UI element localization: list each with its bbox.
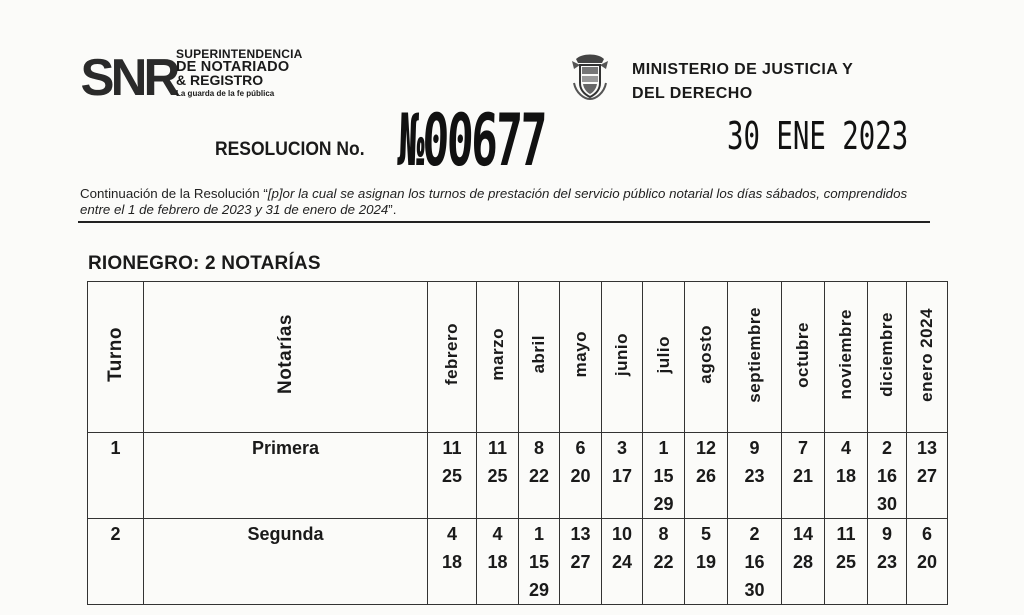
- resolution-label: RESOLUCION No.: [215, 139, 365, 160]
- date-cell: 11 25: [477, 433, 519, 519]
- date-cell: 8 22: [643, 519, 685, 605]
- date-cell: 2 16 30: [728, 519, 782, 605]
- resolution-date-stamp: 30 ENE 2023: [727, 114, 909, 158]
- section-title: RIONEGRO: 2 NOTARÍAS: [88, 253, 321, 274]
- date-cell: 2 16 30: [868, 433, 907, 519]
- continuation-text: [80, 186, 940, 218]
- month-header: noviembre: [825, 282, 868, 433]
- month-header: septiembre: [728, 282, 782, 433]
- header-divider: [78, 221, 930, 223]
- date-cell: 6 20: [560, 433, 602, 519]
- date-cell: 13 27: [560, 519, 602, 605]
- date-cell: 8 22: [519, 433, 560, 519]
- date-cell: 11 25: [428, 433, 477, 519]
- continuation-suffix: ”.: [388, 202, 397, 217]
- ministry-line-2: DEL DERECHO: [632, 85, 753, 102]
- ministry-name: [632, 58, 853, 106]
- ministry-line-1: MINISTERIO DE JUSTICIA Y: [632, 61, 854, 78]
- month-header: marzo: [477, 282, 519, 433]
- turnos-table: [87, 281, 948, 605]
- month-header: junio: [602, 282, 643, 433]
- date-cell: 9 23: [868, 519, 907, 605]
- date-cell: 3 17: [602, 433, 643, 519]
- table-row: [88, 519, 948, 605]
- date-cell: 12 26: [685, 433, 728, 519]
- continuation-bracket: [p]: [267, 186, 283, 201]
- org-line-2: DE NOTARIADO: [176, 59, 290, 75]
- month-header: diciembre: [868, 282, 907, 433]
- month-header: julio: [643, 282, 685, 433]
- date-cell: 4 18: [825, 433, 868, 519]
- date-cell: 9 23: [728, 433, 782, 519]
- month-header: agosto: [685, 282, 728, 433]
- month-header: octubre: [782, 282, 825, 433]
- coat-of-arms-icon: [568, 53, 612, 101]
- date-cell: 1 15 29: [643, 433, 685, 519]
- notarias-header: Notarías: [144, 282, 428, 433]
- month-header: febrero: [428, 282, 477, 433]
- date-cell: 14 28: [782, 519, 825, 605]
- month-header: mayo: [560, 282, 602, 433]
- date-cell: 6 20: [907, 519, 948, 605]
- date-cell: 10 24: [602, 519, 643, 605]
- turno-cell: 1: [88, 433, 144, 519]
- turno-cell: 2: [88, 519, 144, 605]
- date-cell: 13 27: [907, 433, 948, 519]
- table-header-row: [88, 282, 948, 433]
- snr-logo: [80, 49, 177, 107]
- date-cell: 5 19: [685, 519, 728, 605]
- continuation-prefix: Continuación de la Resolución “: [80, 186, 268, 201]
- turno-header: Turno: [88, 282, 144, 433]
- table-row: [88, 433, 948, 519]
- date-cell: 11 25: [825, 519, 868, 605]
- notaria-cell: Primera: [144, 433, 428, 519]
- snr-org-name: [176, 48, 303, 100]
- org-line-3: & REGISTRO: [176, 72, 264, 88]
- month-header: abril: [519, 282, 560, 433]
- date-cell: 1 15 29: [519, 519, 560, 605]
- org-line-1: SUPERINTENDENCIA: [176, 47, 303, 61]
- notaria-cell: Segunda: [144, 519, 428, 605]
- month-header: enero 2024: [907, 282, 948, 433]
- date-cell: 4 18: [428, 519, 477, 605]
- resolution-number-stamp: №00677: [396, 98, 546, 182]
- snr-logo-text: SNR: [80, 49, 177, 107]
- org-tagline: La guarda de la fe pública: [176, 89, 275, 98]
- continuation-italic: or la cual se asignan los turnos de prestación del servicio público notarial los días sábados, comprendidos entre el 1 de febrero de 2023 y 31 de enero de 2024: [80, 186, 908, 217]
- date-cell: 4 18: [477, 519, 519, 605]
- date-cell: 7 21: [782, 433, 825, 519]
